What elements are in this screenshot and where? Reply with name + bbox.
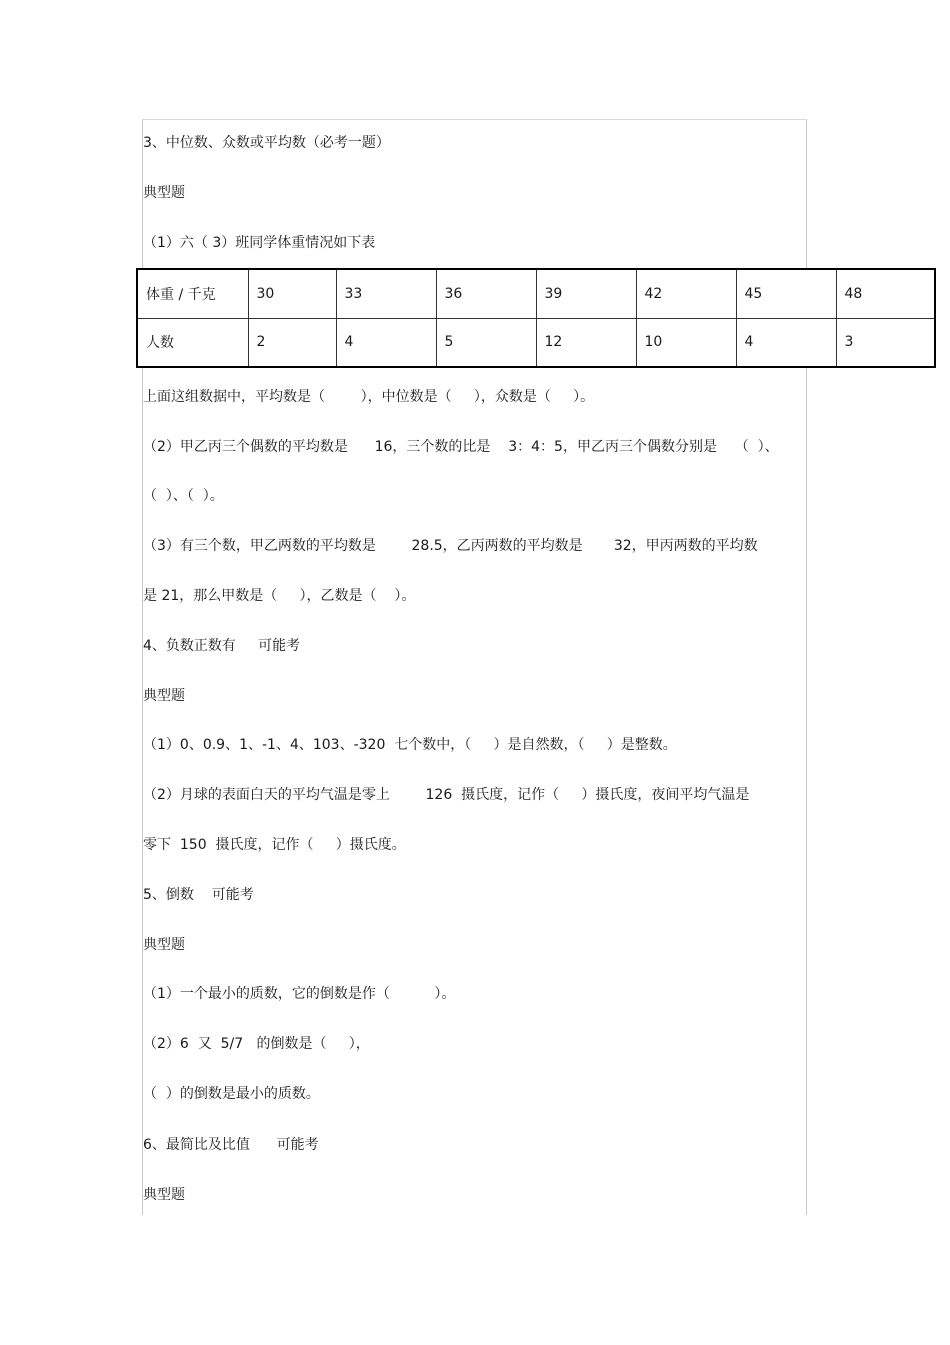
- section-4-typical-label: 典型题: [143, 688, 185, 704]
- section-5-question-2-line-1: （2）6 又 5/7 的倒数是（ ），: [143, 1036, 370, 1052]
- table-cell: 10: [636, 318, 736, 367]
- table-cell: 42: [636, 269, 736, 318]
- table-cell: 4: [336, 318, 436, 367]
- table-cell: 30: [248, 269, 336, 318]
- section-5-question-2-line-2: （ ）的倒数是最小的质数。: [143, 1086, 320, 1102]
- table-header-cell: 人数: [137, 318, 248, 367]
- section-4-question-2-line-2: 零下 150 摄氏度，记作（ ）摄氏度。: [143, 837, 406, 853]
- table-header-cell: 体重 / 千克: [137, 269, 248, 318]
- table-cell: 33: [336, 269, 436, 318]
- table-row-weight: [137, 269, 935, 318]
- section-3-title: 3、中位数、众数或平均数（必考一题）: [143, 135, 390, 151]
- section-5-typical-label: 典型题: [143, 937, 185, 953]
- table-cell: 36: [436, 269, 536, 318]
- section-3-question-3-line-1: （3）有三个数，甲乙两数的平均数是 28.5，乙丙两数的平均数是 32，甲丙两数的平均数: [143, 538, 758, 554]
- table-cell: 3: [836, 318, 935, 367]
- table-cell: 2: [248, 318, 336, 367]
- section-4-question-1: （1）0、0.9、1、-1、4、103、-320 七个数中，（ ）是自然数，（ ）是整数。: [143, 737, 677, 753]
- section-5-title: 5、倒数 可能考: [143, 887, 254, 903]
- table-cell: 45: [736, 269, 836, 318]
- section-3-question-3-line-2: 是 21，那么甲数是（ ），乙数是（ ）。: [143, 588, 416, 604]
- section-5-question-1: （1）一个最小的质数，它的倒数是作（ ）。: [143, 986, 456, 1002]
- section-4-title: 4、负数正数有 可能考: [143, 638, 301, 654]
- table-cell: 39: [536, 269, 636, 318]
- page-frame-top: [142, 119, 807, 120]
- table-cell: 48: [836, 269, 935, 318]
- weight-table: [136, 268, 936, 368]
- table-cell: 4: [736, 318, 836, 367]
- table-cell: 12: [536, 318, 636, 367]
- section-3-question-2-line-1: （2）甲乙丙三个偶数的平均数是 16，三个数的比是 3：4：5，甲乙丙三个偶数分别是 （ ）、: [143, 439, 779, 455]
- table-row-count: [137, 318, 935, 367]
- section-4-question-2-line-1: （2）月球的表面白天的平均气温是零上 126 摄氏度，记作（ ）摄氏度，夜间平均气温是: [143, 787, 750, 803]
- section-3-question-1: （1）六（ 3）班同学体重情况如下表: [143, 235, 376, 251]
- section-6-title: 6、最简比及比值 可能考: [143, 1137, 319, 1153]
- section-3-question-1-prompt: 上面这组数据中，平均数是（ ），中位数是（ ），众数是（ ）。: [143, 389, 595, 405]
- table-cell: 5: [436, 318, 536, 367]
- section-3-typical-label: 典型题: [143, 185, 185, 201]
- section-3-question-2-line-2: （ ）、（ ）。: [143, 488, 224, 504]
- section-6-typical-label: 典型题: [143, 1187, 185, 1203]
